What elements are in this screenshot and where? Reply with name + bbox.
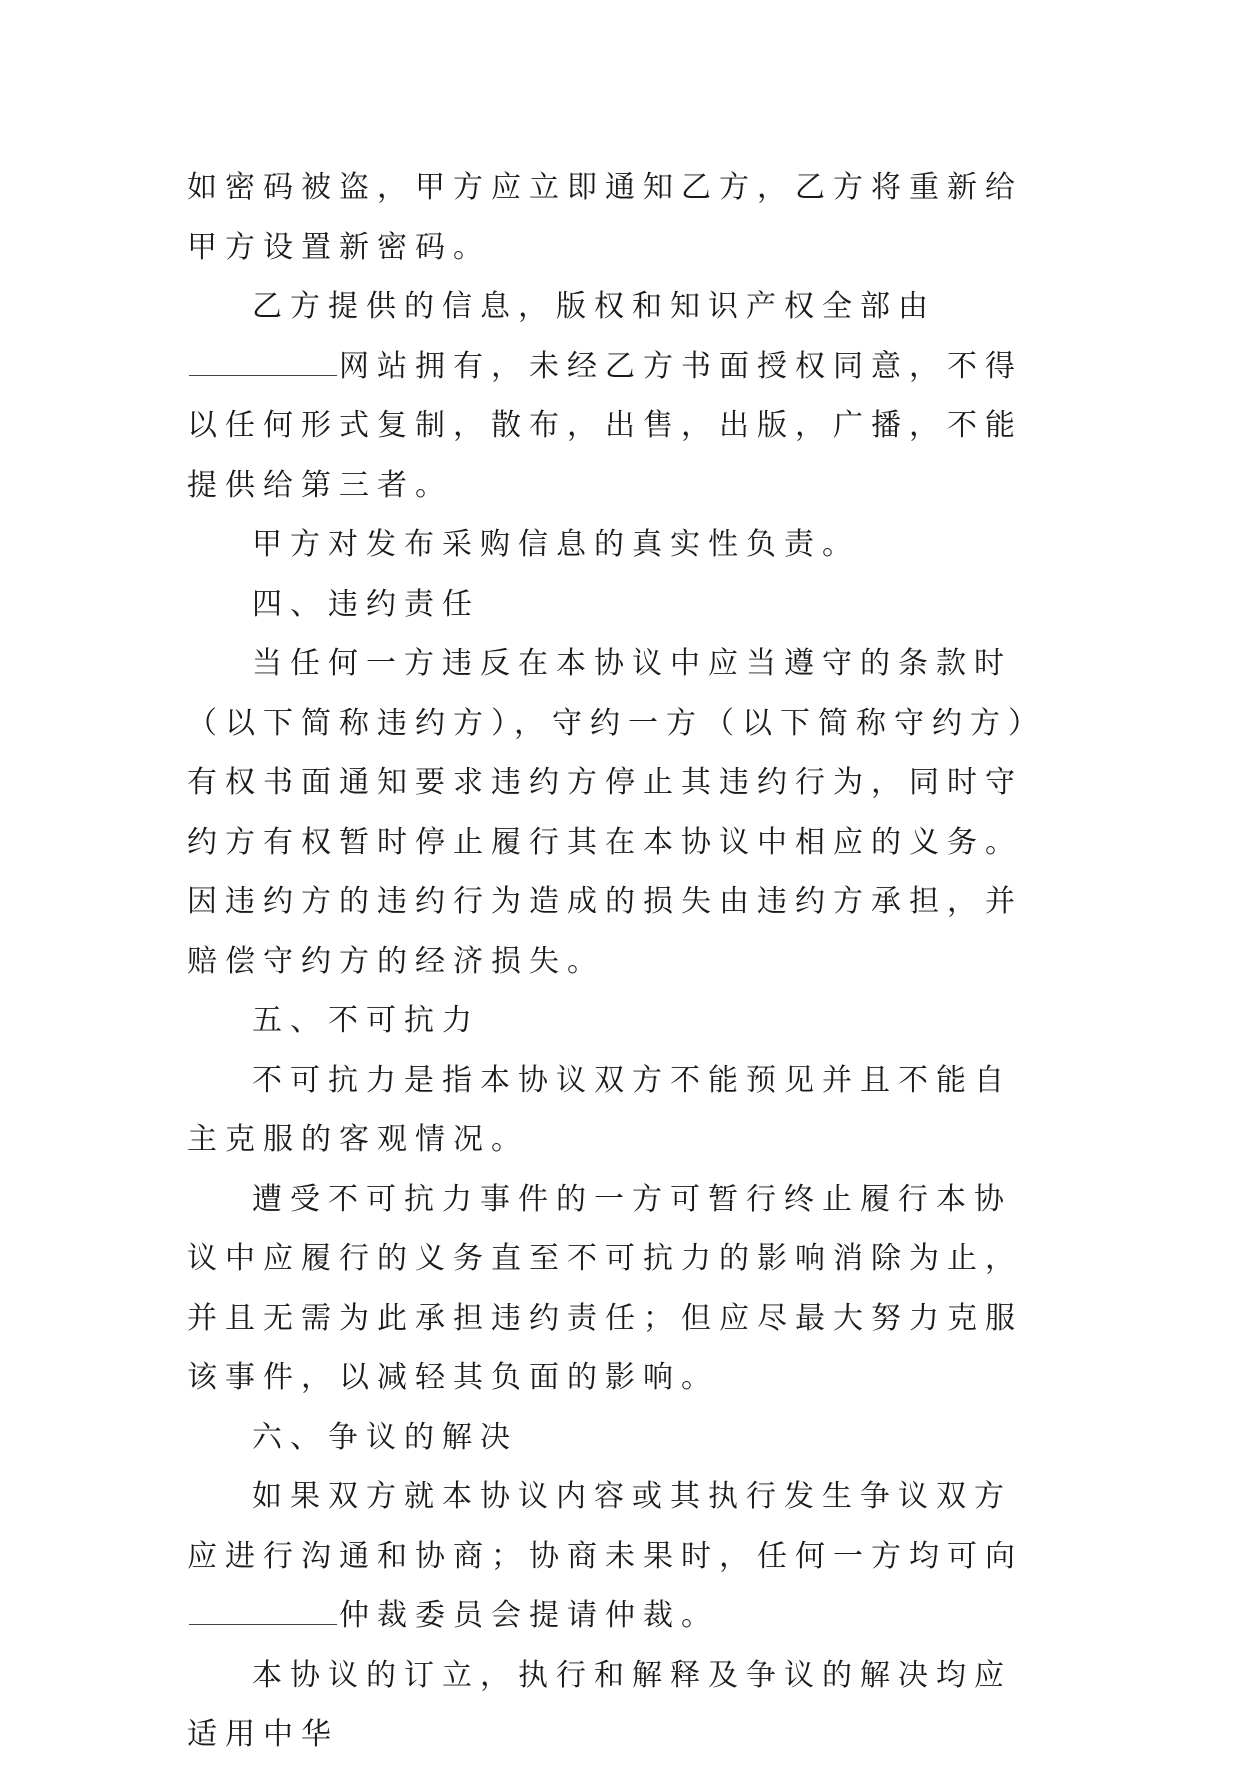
section-heading-force-majeure: 五、不可抗力 <box>252 1003 480 1038</box>
section-heading-disputes: 六、争议的解决 <box>252 1419 518 1455</box>
paragraph-force-majeure-definition: 不可抗力是指本协议双方不能预见并且不能自主克服的客观情况。 <box>187 1062 1012 1157</box>
paragraph-copyright-after: 网站拥有，未经乙方书面授权同意，不得以任何形式复制，散布，出售，出版，广播，不能提供给第三者。 <box>187 348 1023 503</box>
paragraph-arbitration-before: 如果双方就本协议内容或其执行发生争议双方应进行沟通和协商；协商未果时，任何一方均可向 <box>187 1479 1023 1574</box>
paragraph-copyright-before: 乙方提供的信息，版权和知识产权全部由 <box>252 289 936 324</box>
paragraph-force-majeure-effect: 遭受不可抗力事件的一方可暂行终止履行本协议中应履行的义务直至不可抗力的影响消除为止，并且无需为此承担违约责任；但应尽最大努力克服该事件，以减轻其负面的影响。 <box>187 1181 1023 1395</box>
website-name-blank <box>189 348 337 376</box>
paragraph-breach: 当任何一方违反在本协议中应当遵守的条款时（以下简称违约方），守约一方（以下简称守约方）有权书面通知要求违约方停止其违约行为，同时守约方有权暂时停止履行其在本协议中相应的义务。因违约方的违约行为造成的损失由违约方承担，并赔偿守约方的经济损失。 <box>187 646 1046 979</box>
paragraph-password-reset: 如密码被盗，甲方应立即通知乙方，乙方将重新给甲方设置新密码。 <box>187 170 1023 265</box>
paragraph-governing-law: 本协议的订立，执行和解释及争议的解决均应适用中华 <box>187 1657 1012 1752</box>
paragraph-authenticity: 甲方对发布采购信息的真实性负责。 <box>252 527 860 562</box>
paragraph-copyright <box>187 277 1047 515</box>
arbitration-committee-blank <box>189 1597 337 1625</box>
section-heading-breach: 四、违约责任 <box>252 586 480 622</box>
paragraph-arbitration-after: 仲裁委员会提请仲裁。 <box>339 1598 719 1633</box>
paragraph-arbitration <box>187 1467 1047 1646</box>
document-body <box>187 158 1047 1765</box>
